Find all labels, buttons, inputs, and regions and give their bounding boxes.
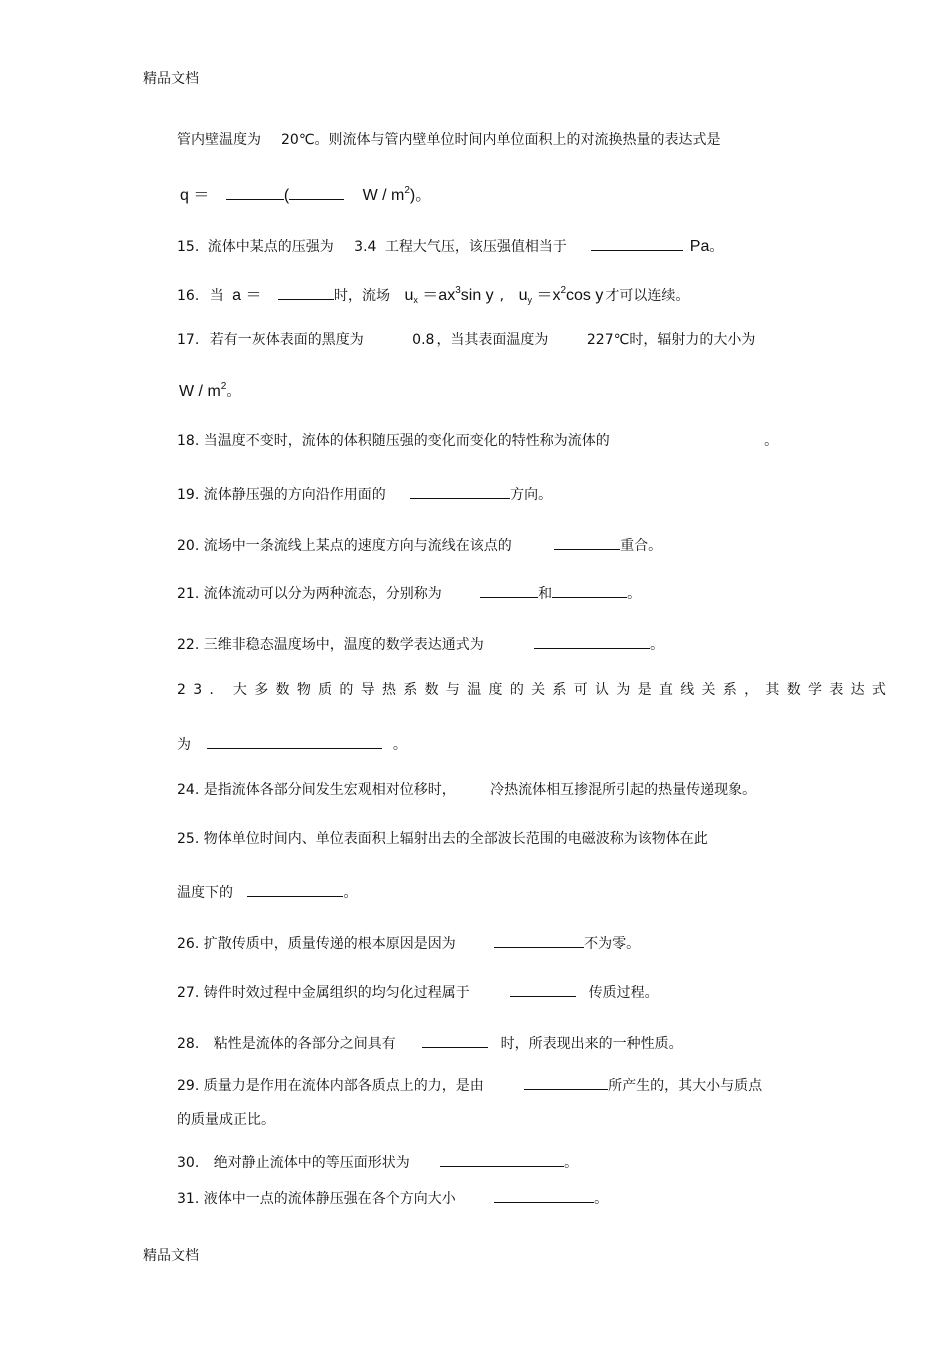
question-21 (177, 583, 641, 601)
question-24 (177, 783, 756, 797)
answer-blank[interactable] (534, 634, 650, 649)
q29-end: 所产生的，其大小与质点 (608, 1078, 763, 1094)
q29-text2: 的质量成正比。 (177, 1112, 275, 1128)
answer-blank[interactable] (278, 285, 334, 300)
q30-number: 30. (177, 1155, 200, 1171)
question-26 (177, 933, 640, 951)
question-17-unit (179, 381, 241, 400)
unit-w-m: W / m (179, 383, 221, 400)
question-20 (177, 535, 662, 553)
answer-blank[interactable] (289, 185, 344, 200)
answer-blank[interactable] (554, 535, 620, 550)
answer-blank[interactable] (440, 1152, 564, 1167)
question-14-line1 (177, 133, 721, 147)
question-18 (177, 434, 778, 448)
q25-text: 25. 物体单位时间内、单位表面积上辐射出去的全部波长范围的电磁波称为该物体在此 (177, 831, 708, 847)
q31-text: 31. 液体中一点的流体静压强在各个方向大小 (177, 1191, 456, 1207)
q24-text: 24. 是指流体各部分间发生宏观相对位移时， (177, 782, 456, 798)
q22-end: 。 (650, 637, 665, 653)
answer-blank[interactable] (510, 982, 576, 997)
q20-text: 20. 流场中一条流线上某点的速度方向与流线在该点的 (177, 538, 512, 554)
q28-number: 28. (177, 1036, 200, 1052)
q24-text2: 冷热流体相互掺混所引起的热量传递现象。 (490, 782, 757, 798)
page-footer: 精品文档 (143, 1248, 199, 1264)
question-30 (177, 1152, 578, 1170)
q30-end: 。 (564, 1155, 579, 1171)
question-23-cont (177, 734, 407, 752)
question-19 (177, 484, 552, 502)
question-28 (177, 1033, 683, 1051)
question-25-cont (177, 882, 357, 900)
question-22 (177, 634, 664, 652)
q27-end: 传质过程。 (588, 985, 659, 1001)
paren-open: ( (283, 187, 290, 204)
q14-text-b: 20℃。则流体与管内壁单位时间内单位面积上的对流换热量的表达式是 (281, 132, 721, 148)
q21-end: 。 (627, 586, 642, 602)
q16-text3: 才可以连续。 (605, 288, 690, 304)
q15-end: 。 (709, 239, 724, 255)
q26-text: 26. 扩散传质中，质量传递的根本原因是因为 (177, 936, 456, 952)
q15-text2: 工程大气压，该压强值相当于 (384, 239, 567, 255)
q28-text: 粘性是流体的各部分之间具有 (213, 1036, 396, 1052)
q22-text: 22. 三维非稳态温度场中，温度的数学表达通式为 (177, 637, 484, 653)
answer-blank[interactable] (226, 185, 284, 200)
question-17 (177, 333, 755, 347)
question-25 (177, 832, 708, 846)
unit-w-m: W / m (362, 187, 405, 204)
question-29-cont (177, 1113, 275, 1127)
q14-text-a: 管内壁温度为 (177, 132, 261, 148)
q17-number: 17. (177, 332, 200, 348)
q19-end: 方向。 (510, 487, 553, 503)
q25-end: 。 (343, 885, 358, 901)
unit-exponent: 2 (220, 381, 227, 392)
q23-end: 。 (392, 737, 407, 753)
answer-blank[interactable] (552, 583, 627, 598)
formula-uy: uy $=x^2\cos$ y (518, 285, 604, 305)
q15-value: 3.4 (354, 239, 377, 255)
q28-end: 时，所表现出来的一种性质。 (500, 1036, 683, 1052)
q27-text: 27. 铸件时效过程中金属组织的均匀化过程属于 (177, 985, 470, 1001)
q23-text: 23. 大多数物质的导热系数与温度的关系可认为是直线关系，其数学表达式 (177, 682, 894, 698)
q26-end: 不为零。 (584, 936, 641, 952)
question-14-formula (180, 185, 431, 204)
answer-blank[interactable] (480, 583, 538, 598)
q17-value: 0.8 (412, 332, 435, 348)
q20-end: 重合。 (620, 538, 663, 554)
answer-blank[interactable] (410, 484, 510, 499)
q21-text: 21. 流体流动可以分为两种流态，分别称为 (177, 586, 442, 602)
q25-text2: 温度下的 (177, 885, 233, 901)
q18-end: 。 (764, 433, 779, 449)
q23-text2: 为 (177, 737, 191, 753)
q15-text: 流体中某点的压强为 (207, 239, 334, 255)
question-16 (177, 285, 689, 304)
answer-blank[interactable] (494, 933, 584, 948)
q15-unit: Pa (689, 238, 710, 255)
q16-comma: , (499, 288, 505, 304)
q19-text: 19. 流体静压强的方向沿作用面的 (177, 487, 386, 503)
page-header: 精品文档 (143, 71, 199, 87)
answer-blank[interactable] (591, 236, 683, 251)
formula-ux: ux $=ax^3\sin$ y (404, 285, 494, 305)
answer-blank[interactable] (207, 734, 382, 749)
unit-exponent: 2 (404, 185, 410, 196)
q17-text: 若有一灰体表面的黑度为 (209, 332, 364, 348)
q21-mid: 和 (538, 586, 553, 602)
q16-a: a ＝ (232, 287, 262, 304)
q17-temp: 227℃时，辐射力的大小为 (586, 332, 756, 348)
answer-blank[interactable] (422, 1033, 488, 1048)
answer-blank[interactable] (494, 1188, 594, 1203)
q17-end: 。 (226, 383, 241, 399)
answer-blank[interactable] (524, 1075, 608, 1090)
question-27 (177, 982, 659, 1000)
q17-text2: ，当其表面温度为 (436, 332, 549, 348)
question-23 (177, 683, 893, 697)
q-symbol: q ＝ (180, 187, 210, 204)
question-31 (177, 1188, 608, 1206)
q18-text: 18. 当温度不变时，流体的体积随压强的变化而变化的特性称为流体的 (177, 433, 610, 449)
q15-number: 15. (177, 239, 200, 255)
question-15 (177, 236, 723, 255)
q29-text: 29. 质量力是作用在流体内部各质点上的力，是由 (177, 1078, 484, 1094)
q31-end: 。 (594, 1191, 609, 1207)
paren-close: )。 (409, 187, 432, 204)
q30-text: 绝对静止流体中的等压面形状为 (213, 1155, 410, 1171)
q16-text2: 时，流场 (333, 288, 390, 304)
q16-number: 16. (177, 288, 200, 304)
answer-blank[interactable] (247, 882, 343, 897)
question-29 (177, 1075, 762, 1093)
q16-text: 当 (209, 288, 224, 304)
